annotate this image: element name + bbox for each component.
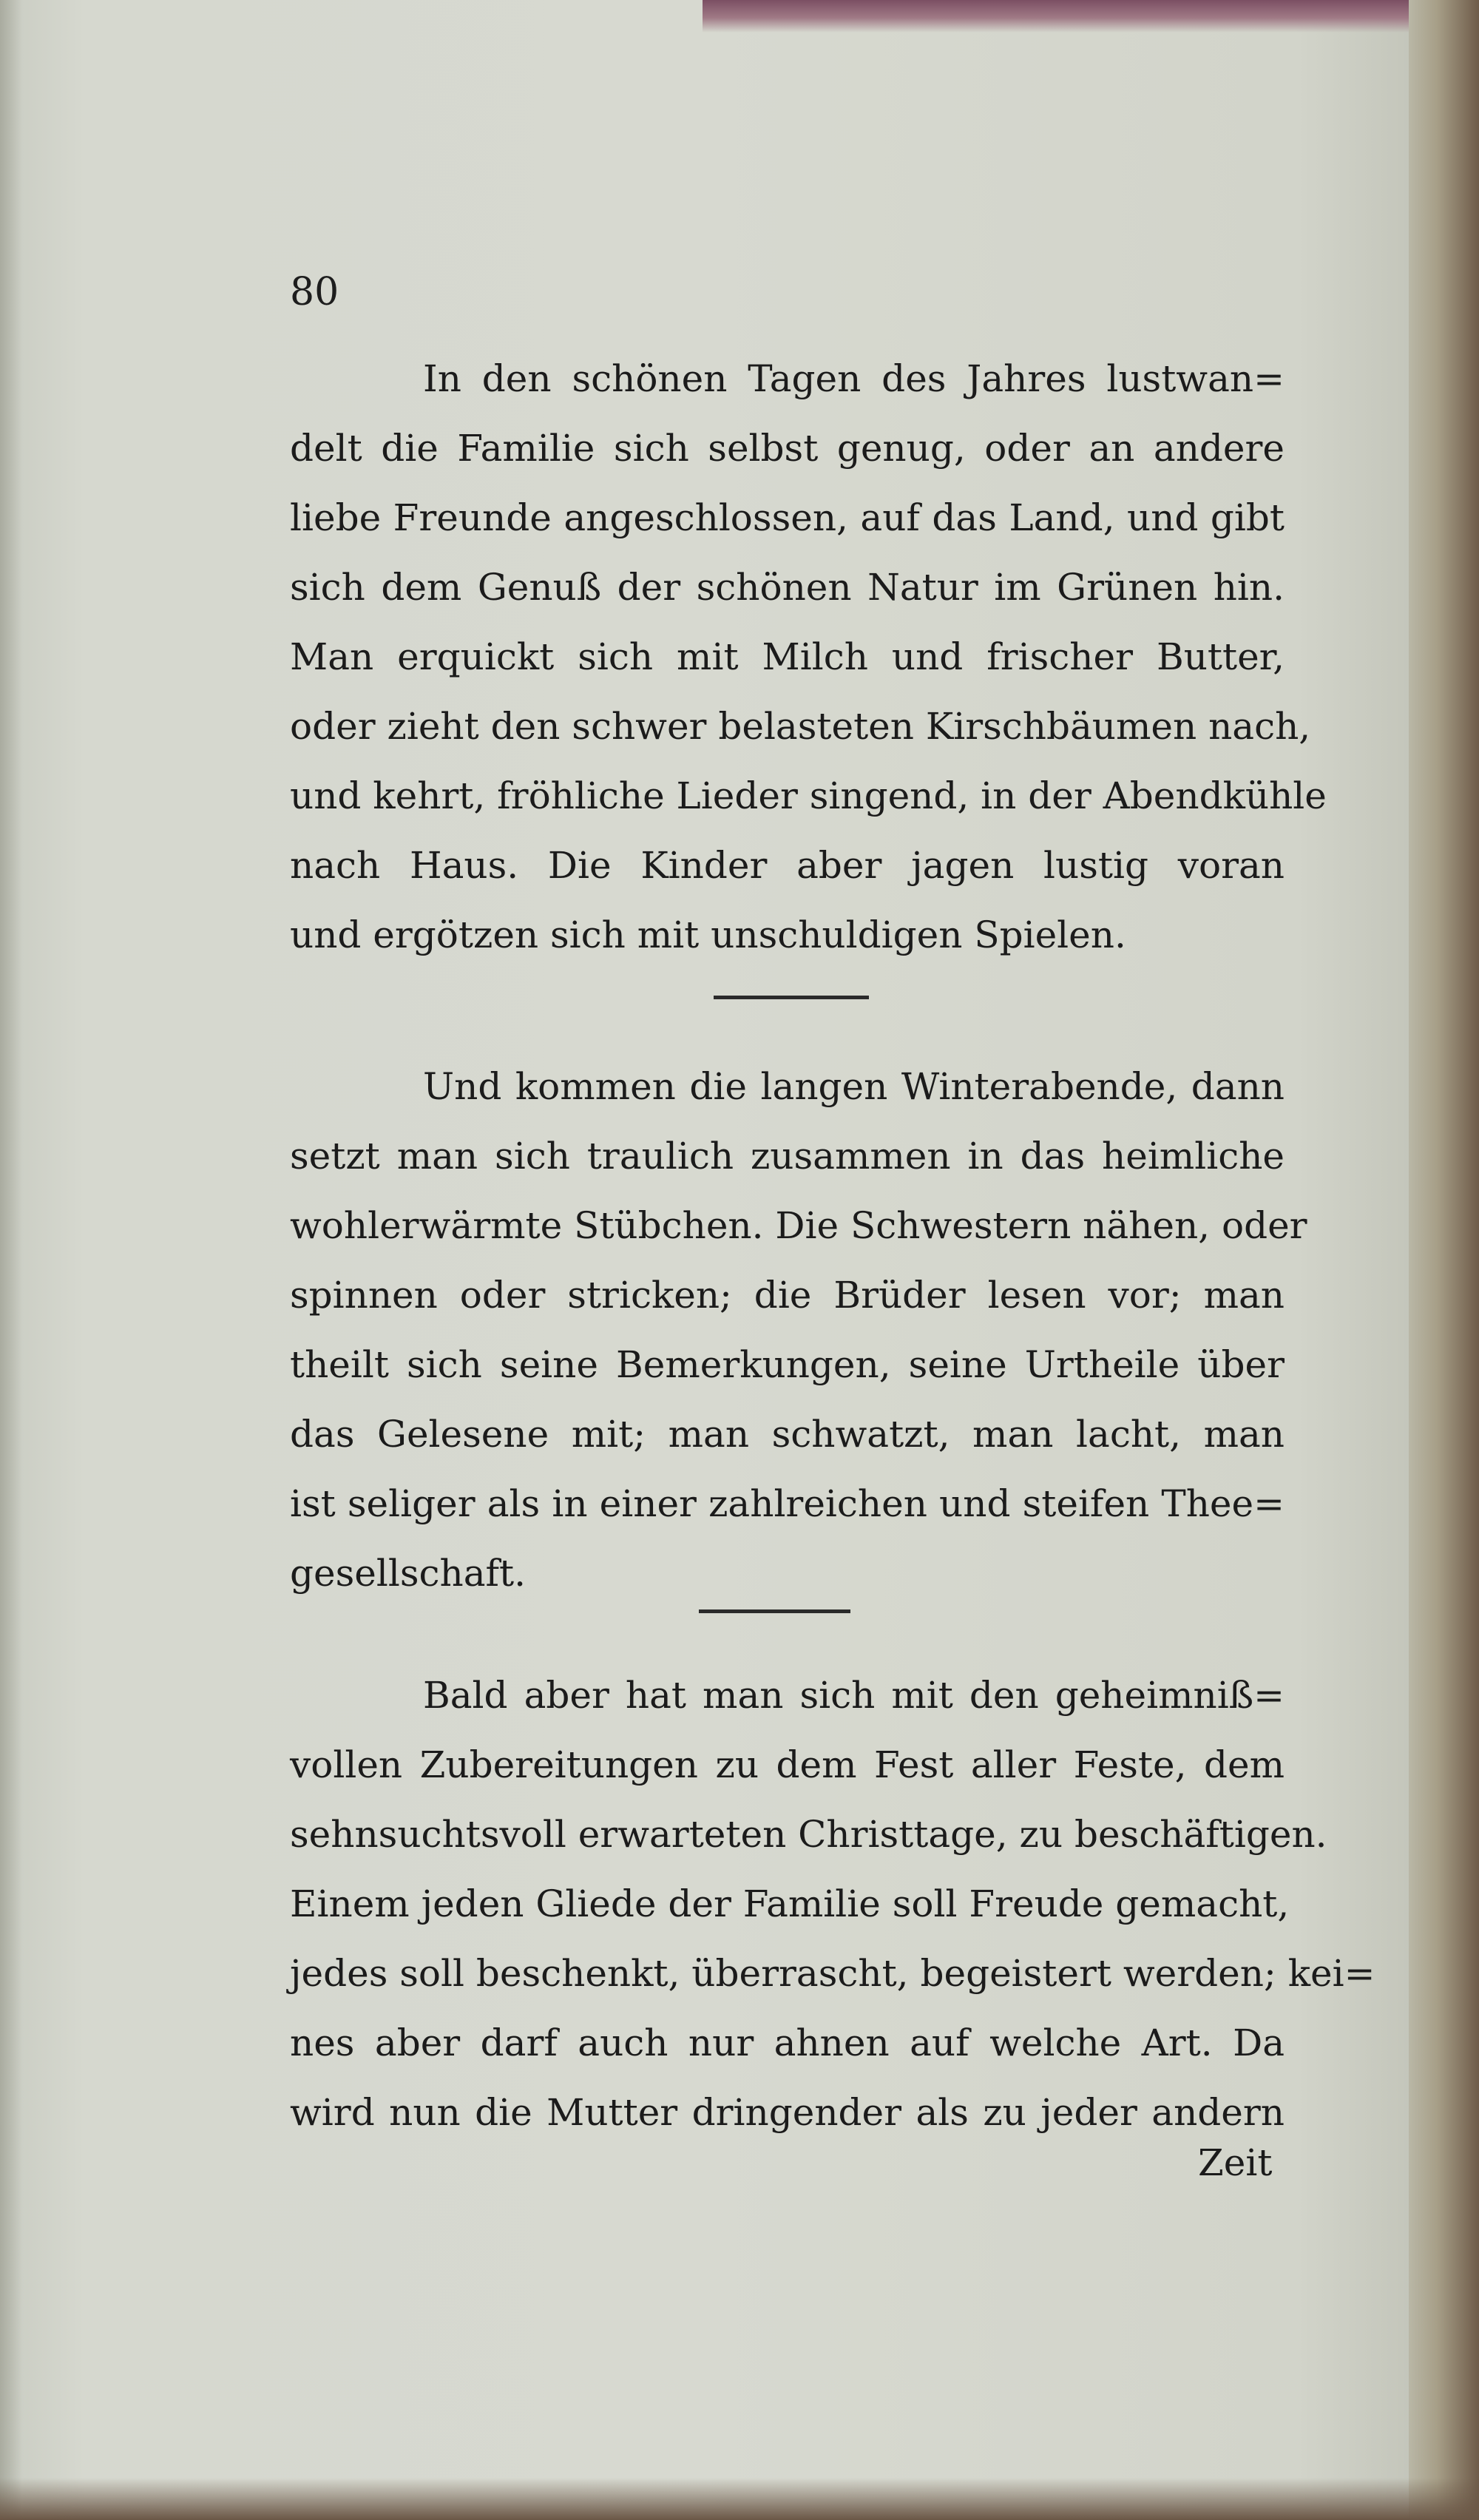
paragraph-2: [290, 1052, 1307, 1608]
paragraph-3: [290, 1661, 1375, 2147]
page-number: 80: [290, 270, 339, 314]
page-bottom-shadow: [0, 2478, 1479, 2520]
text-line: Und kommen die langen Winterabende, dann: [423, 1065, 1285, 1108]
binding-cloth: [703, 0, 1479, 33]
text-line: delt die Familie sich selbst genug, oder an andere: [290, 427, 1285, 470]
text-line: spinnen oder stricken; die Brüder lesen vor; man: [290, 1274, 1285, 1317]
text-line: setzt man sich traulich zusammen in das heimliche: [290, 1135, 1285, 1178]
text-line: gesellschaft.: [290, 1552, 526, 1595]
text-line: sehnsuchtsvoll erwarteten Christtage, zu beschäftigen.: [290, 1813, 1327, 1856]
text-line: nach Haus. Die Kinder aber jagen lustig voran: [290, 844, 1285, 887]
text-line: vollen Zubereitungen zu dem Fest aller Feste, dem: [290, 1743, 1285, 1786]
text-line: Bald aber hat man sich mit den geheimniß=: [423, 1674, 1285, 1717]
text-line: theilt sich seine Bemerkungen, seine Urtheile über: [290, 1343, 1285, 1386]
text-line: ist seliger als in einer zahlreichen und steifen Thee=: [290, 1482, 1285, 1525]
text-line: nes aber darf auch nur ahnen auf welche Art. Da: [290, 2021, 1285, 2064]
text-line: Einem jeden Gliede der Familie soll Freude gemacht,: [290, 1882, 1290, 1925]
text-line: In den schönen Tagen des Jahres lustwan=: [423, 357, 1285, 400]
page-gutter-shadow: [0, 0, 22, 2520]
paragraph-1: [290, 344, 1327, 970]
text-line: und ergötzen sich mit unschuldigen Spielen.: [290, 913, 1126, 956]
text-line: wird nun die Mutter dringender als zu jeder andern: [290, 2091, 1285, 2134]
text-line: das Gelesene mit; man schwatzt, man lacht, man: [290, 1413, 1285, 1456]
text-line: wohlerwärmte Stübchen. Die Schwestern nähen, oder: [290, 1204, 1307, 1247]
text-line: liebe Freunde angeschlossen, auf das Land, und gibt: [290, 496, 1285, 539]
text-line: jedes soll beschenkt, überrascht, begeistert werden; kei=: [290, 1952, 1375, 1995]
text-line: Man erquickt sich mit Milch und frischer Butter,: [290, 635, 1285, 678]
book-edge: [1409, 0, 1479, 2520]
section-divider: [699, 1609, 850, 1613]
section-divider: [714, 996, 869, 999]
text-line: und kehrt, fröhliche Lieder singend, in der Abendkühle: [290, 774, 1327, 817]
text-line: sich dem Genuß der schönen Natur im Grünen hin.: [290, 566, 1285, 609]
catchword: Zeit: [1198, 2141, 1273, 2184]
text-line: oder zieht den schwer belasteten Kirschbäumen nach,: [290, 705, 1311, 748]
